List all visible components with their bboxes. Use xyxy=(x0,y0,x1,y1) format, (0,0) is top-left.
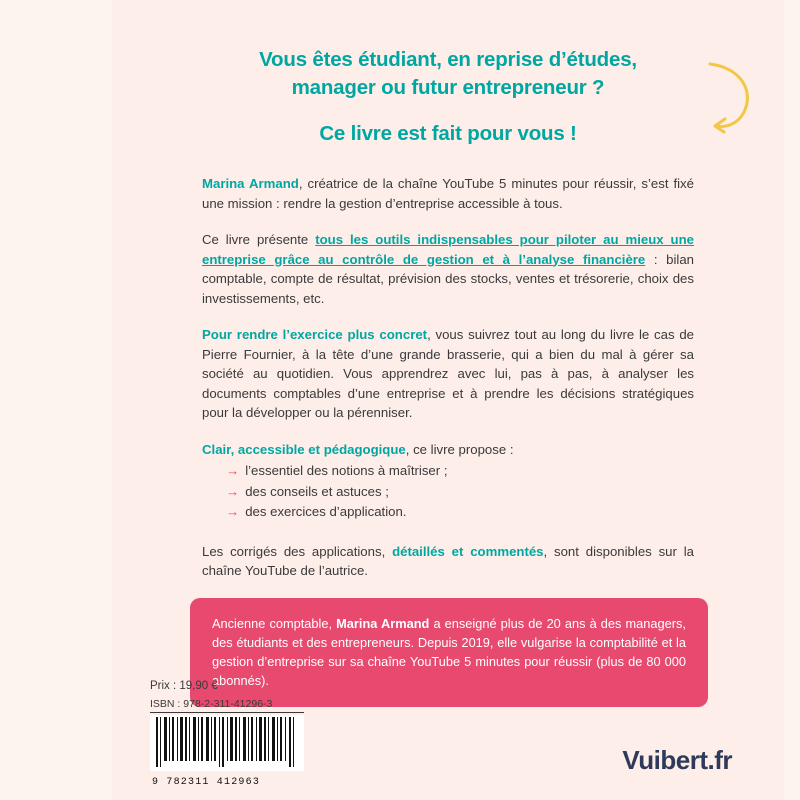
paragraph-contents-intro: Ce livre présente xyxy=(202,232,316,247)
author-name: Marina Armand xyxy=(202,176,299,191)
bio-author-name: Marina Armand xyxy=(336,615,430,631)
cover-content xyxy=(112,0,784,800)
feature-list xyxy=(202,461,694,522)
publisher-name: Vuibert xyxy=(622,745,708,775)
paragraph-features xyxy=(202,440,694,460)
paragraph-corrections-after: , sont disponibles sur la chaîne YouTube de l’autrice. xyxy=(202,543,694,578)
isbn-block xyxy=(150,698,304,788)
isbn-label: ISBN : 978-2-311-41296-3 xyxy=(150,698,304,713)
paragraph-corrections-highlight: détaillés et commentés xyxy=(392,543,544,559)
paragraph-features-lead: Clair, accessible et pédagogique xyxy=(202,441,406,457)
list-item xyxy=(226,502,694,522)
headline-line-3: Ce livre est fait pour vous ! xyxy=(319,122,577,145)
arrow-bullet-icon: → xyxy=(226,463,240,478)
barcode-digits: 9 782311 412963 xyxy=(152,777,261,788)
arrow-bullet-icon: → xyxy=(226,483,240,499)
headline-line-2: manager ou futur entrepreneur ? xyxy=(291,76,605,99)
paragraph-corrections-before: Les corrigés des applications, xyxy=(202,543,393,559)
paragraph-author xyxy=(202,174,694,213)
footer xyxy=(112,674,784,800)
publisher-logo xyxy=(622,745,732,776)
barcode-image xyxy=(150,715,304,771)
list-item-label: des conseils et astuces ; xyxy=(245,483,389,499)
paragraph-case-study xyxy=(202,325,694,423)
list-item-label: des exercices d’application. xyxy=(245,504,407,519)
list-item xyxy=(226,461,694,481)
price-label: Prix : 19,90 € xyxy=(150,680,218,692)
paragraph-corrections xyxy=(202,542,694,581)
paragraph-contents-highlight: tous les outils indispensables pour piloter au mieux une entreprise grâce au contrôle de gestion et à l’analyse financière xyxy=(202,232,694,267)
paragraph-author-rest: , créatrice de la chaîne YouTube 5 minutes pour réussir, s’est fixé une mission : rendre la gestion d’entreprise accessible à tous. xyxy=(202,176,694,211)
body-text xyxy=(202,174,694,581)
arrow-bullet-icon: → xyxy=(226,504,240,519)
headline xyxy=(112,0,784,148)
paragraph-case-study-lead: Pour rendre l’exercice plus concret xyxy=(202,327,428,342)
paragraph-contents xyxy=(202,230,694,308)
right-margin-strip xyxy=(784,0,800,800)
barcode xyxy=(150,715,304,788)
paragraph-case-study-rest: , vous suivrez tout au long du livre le cas de Pierre Fournier, à la tête d’une grande brasserie, qui a bien du mal à gérer sa société au quotidien. Vous apprendrez avec lui, pas à pas, à analyser les documents comptables d’une entreprise et à prendre les décisions stratégiques pour la développer ou la pérenniser. xyxy=(202,327,694,420)
bio-after-name: a enseigné plus de 20 ans à des managers, des étudiants et des entrepreneurs. Depuis 2019, elle vulgarise la comptabilité et la gestion d’entreprise sur sa chaîne YouTube 5 minutes pour réussir (plus de 80 000 abonnés). xyxy=(212,615,686,688)
list-item xyxy=(226,482,694,502)
publisher-tld: .fr xyxy=(707,745,732,775)
bio-before-name: Ancienne comptable, xyxy=(212,615,337,631)
paragraph-features-rest: , ce livre propose : xyxy=(405,441,514,457)
paragraph-contents-rest: : bilan comptable, compte de résultat, prévision des stocks, ventes et trésorerie, choix des investissements, etc. xyxy=(202,251,695,306)
left-margin-strip xyxy=(0,0,112,800)
headline-line-1: Vous êtes étudiant, en reprise d’études, xyxy=(259,48,637,71)
list-item-label: l’essentiel des notions à maîtriser ; xyxy=(245,463,448,478)
